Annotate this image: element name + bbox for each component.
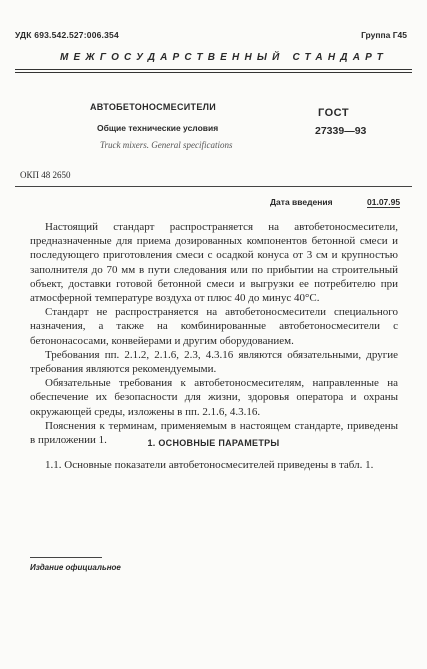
paragraph: Обязательные требования к автобетоносмесителям, направленные на обеспечение их безопасности для жизни, здоровья оператора и охраны окружающей среды, изложены в пп. 2.1.6, 4.3.16. (30, 377, 398, 418)
effective-date-value: 01.07.95 (367, 197, 401, 207)
section-text (30, 458, 398, 472)
paragraph: 1.1. Основные показатели автобетоносмесителей приведены в табл. 1. (45, 459, 374, 471)
footer-rule (30, 557, 102, 558)
introduction-text (30, 220, 398, 447)
standard-banner: МЕЖГОСУДАРСТВЕННЫЙ СТАНДАРТ (60, 52, 388, 63)
paragraph: Пояснения к терминам, применяемым в настоящем стандарте, приведены в приложении 1. (30, 419, 398, 447)
english-title: Truck mixers. General specifications (100, 140, 233, 150)
okp-rule (15, 186, 412, 187)
section-heading: 1. ОСНОВНЫЕ ПАРАМЕТРЫ (147, 438, 280, 448)
udk-code: УДК 693.542.527:006.354 (15, 30, 119, 40)
paragraph: Настоящий стандарт распространяется на автобетоносмесители, предназначенные для приема дозированных компонентов бетонной смеси и последующего приготовления смеси с осадкой конуса от 3 см и крупностью заполнителя до 70 мм в пути следования или по прибытии на строительный объект, доставки готовой бетонной смеси и выгрузки ее потребителю при атмосферной температуре воздуха от плюс 40 до минус 40°С. (30, 221, 398, 305)
gost-label: ГОСТ (318, 107, 350, 119)
effective-date-label: Дата введения (270, 197, 333, 207)
official-edition-note: Издание официальное (30, 563, 121, 572)
paragraph: Требования пп. 2.1.2, 2.1.6, 2.3, 4.3.16 являются обязательными, другие требования являются рекомендуемыми. (30, 348, 398, 376)
okp-code: ОКП 48 2650 (20, 170, 71, 180)
header-rule-thick (15, 69, 412, 70)
gost-number: 27339—93 (315, 125, 367, 137)
group-code: Группа Г45 (361, 30, 407, 40)
header-rule-thin (15, 72, 412, 73)
document-title: АВТОБЕТОНОСМЕСИТЕЛИ (90, 102, 217, 112)
document-subtitle: Общие технические условия (97, 123, 219, 133)
paragraph: Стандарт не распространяется на автобетоносмесители специального назначения, а также на комбинированные автобетоносмесители с бетононасосами, конвейерами и другим оборудованием. (30, 306, 398, 347)
